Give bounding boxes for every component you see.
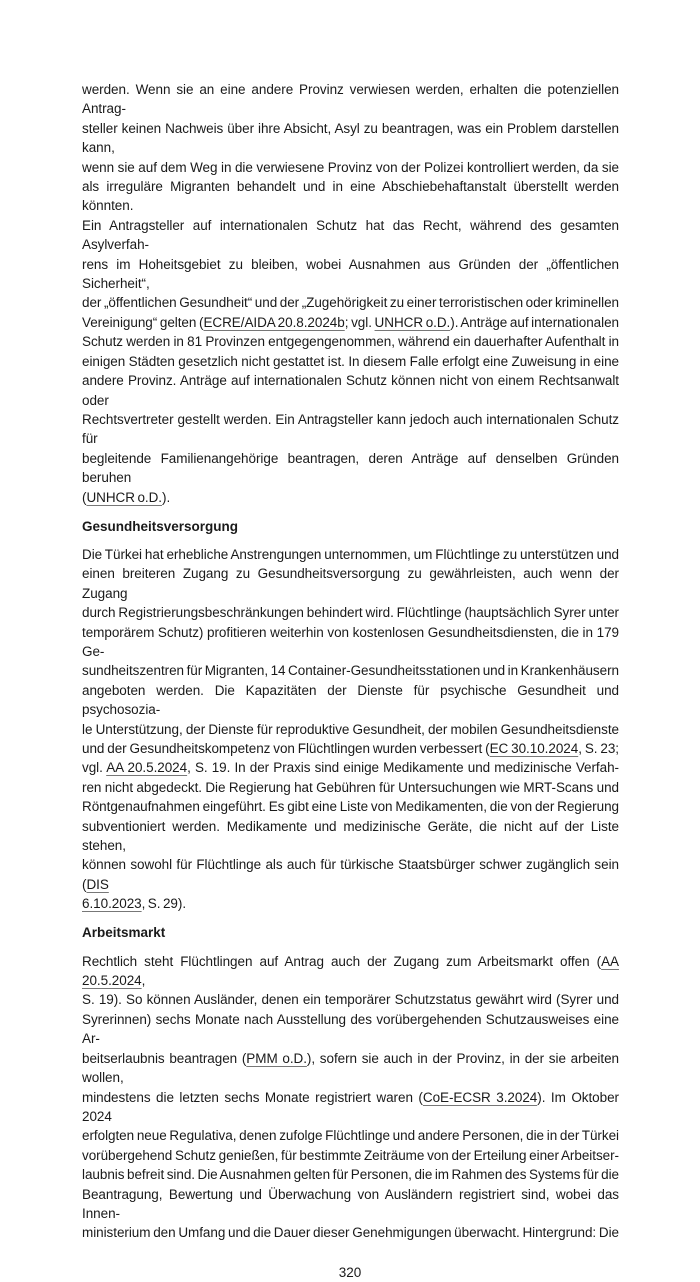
text-line <box>82 778 619 797</box>
citation-link[interactable]: PMM o.D. <box>246 1050 307 1066</box>
text-segment: andere Provinz. Anträge auf internationalen Schutz können nicht von einem Rechtsanwalt oder <box>82 373 619 408</box>
paragraph <box>82 952 619 1243</box>
text-line <box>82 564 619 603</box>
text-segment: temporärem Schutz) profitieren weiterhin von kostenlosen Gesundheitsdiensten, die in 179 Ge- <box>82 624 619 659</box>
text-segment: Syrerinnen) sechs Monate nach Ausstellung des vorübergehenden Schutzausweises eine Ar- <box>82 1011 619 1047</box>
text-line <box>82 681 619 720</box>
paragraph <box>82 80 619 507</box>
text-segment: le Unterstützung, der Dienste für reproduktive Gesundheit, der mobilen Gesundheitsdienste <box>82 721 619 737</box>
text-segment: vorübergehend Schutz genießen, für bestimmte Zeiträume von der Erteilung einer Arbeitser- <box>82 1147 619 1163</box>
text-segment: sundheitszentren für Migranten, 14 Container-Gesundheitsstationen und in Krankenhäusern <box>82 663 619 679</box>
text-line <box>82 371 619 410</box>
text-line <box>82 119 619 158</box>
text-segment: Beantragung, Bewertung und Überwachung von Ausländern registriert sind, wobei das Innen- <box>82 1186 619 1221</box>
page-number: 320 <box>338 1265 362 1280</box>
text-line <box>82 313 619 332</box>
citation-link[interactable]: 6.10.2023 <box>82 896 142 912</box>
text-segment: ). <box>162 489 171 505</box>
section-heading: Arbeitsmarkt <box>82 925 166 941</box>
text-segment: ( <box>82 489 87 505</box>
text-segment: Vereinigung“ gelten ( <box>82 314 204 330</box>
text-segment: Rechtsvertreter gestellt werden. Ein Antragsteller kann jedoch auch internationalen Schutz für <box>82 411 619 447</box>
text-line <box>82 255 619 294</box>
text-segment: subventioniert werden. Medikamente und medizinische Geräte, die nicht auf der Liste stehen, <box>82 818 619 854</box>
text-segment: Die Türkei hat erhebliche Anstrengungen unternommen, um Flüchtlinge zu unterstützen und <box>82 546 619 562</box>
text-line <box>82 1049 619 1088</box>
text-segment: werden. Wenn sie an eine andere Provinz verwiesen werden, erhalten die potenziellen Antrag- <box>82 82 619 117</box>
text-segment: begleitende Familienangehörige beantragen, deren Anträge auf denselben Gründen beruhen <box>82 450 619 486</box>
text-line <box>82 623 619 662</box>
text-line <box>82 332 619 351</box>
text-segment: vgl. <box>82 760 107 776</box>
text-line <box>82 952 619 991</box>
text-segment: , S. 19. In der Praxis sind einige Medikamente und medizinische Verfah- <box>187 760 619 776</box>
text-line <box>82 1185 619 1224</box>
text-line <box>82 352 619 371</box>
text-line <box>82 293 619 312</box>
text-segment: S. 19). So können Ausländer, denen ein temporärer Schutzstatus gewährt wird (Syrer und <box>82 992 619 1008</box>
text-line <box>82 1223 619 1242</box>
text-line <box>82 1088 619 1127</box>
text-segment: ). Im Oktober 2024 <box>82 1089 619 1124</box>
text-line <box>82 80 619 119</box>
text-line <box>82 1126 619 1145</box>
citation-link[interactable]: EC 30.10.2024 <box>489 741 579 756</box>
text-line <box>82 758 619 777</box>
text-segment: durch Registrierungsbeschränkungen behindert wird. Flüchtlinge (hauptsächlich Syrer unter <box>82 605 619 621</box>
text-segment: können sowohl für Flüchtlinge als auch für türkische Staatsbürger schwer zugänglich sein ( <box>82 857 619 892</box>
text-segment: und der Gesundheitskompetenz von Flüchtlingen wurden verbessert ( <box>82 741 490 756</box>
citation-link[interactable]: ECRE/AIDA 20.8.2024b <box>203 314 345 330</box>
text-line <box>82 990 619 1009</box>
text-segment: steller keinen Nachweis über ihre Absicht, Asyl zu beantragen, was ein Problem darstellen kann, <box>82 120 619 156</box>
text-segment: Ein Antragsteller auf internationalen Schutz hat das Recht, während des gesamten Asylverfah- <box>82 217 619 253</box>
text-line <box>82 817 619 856</box>
text-segment: , S. 29). <box>141 896 187 912</box>
text-segment: angeboten werden. Die Kapazitäten der Dienste für psychische Gesundheit und psychosozia- <box>82 682 619 718</box>
paragraph <box>82 545 619 914</box>
text-segment: ministerium den Umfang und die Dauer dieser Genehmigungen überwacht. Hintergrund: Die <box>82 1225 619 1241</box>
text-segment: , <box>141 973 146 989</box>
text-segment: einen breiteren Zugang zu Gesundheitsversorgung zu gewährleisten, auch wenn der Zugang <box>82 566 619 601</box>
text-line <box>82 449 619 488</box>
citation-link[interactable]: DIS <box>86 876 109 892</box>
text-line <box>82 177 619 216</box>
text-segment: ), sofern sie auch in der Provinz, in der sie arbeiten wollen, <box>82 1050 620 1086</box>
text-segment: als irreguläre Migranten behandelt und in eine Abschiebehaftanstalt überstellt werden könnten. <box>82 179 619 214</box>
text-segment: Röntgenaufnahmen eingeführt. Es gibt eine Liste von Medikamenten, die von der Regierung <box>82 799 619 815</box>
text-line <box>82 1146 619 1165</box>
text-line <box>82 661 619 680</box>
text-segment: , S. 23; <box>578 741 619 756</box>
citation-link[interactable]: AA 20.5.2024 <box>82 953 619 989</box>
text-segment: ren nicht abgedeckt. Die Regierung hat Gebühren für Untersuchungen wie MRT-Scans und <box>82 779 619 795</box>
section-heading: Gesundheitsversorgung <box>82 518 239 534</box>
text-segment: ; vgl. <box>344 314 375 330</box>
text-segment: Schutz werden in 81 Provinzen entgegengenommen, während ein dauerhafter Aufenthalt in <box>82 334 619 350</box>
text-line <box>82 720 619 739</box>
document-body <box>82 80 619 1243</box>
text-segment: der „öffentlichen Gesundheit“ und der „Zugehörigkeit zu einer terroristischen oder kriminellen <box>82 295 619 311</box>
citation-link[interactable]: AA 20.5.2024 <box>106 760 188 776</box>
text-line <box>82 545 619 564</box>
text-segment: Rechtlich steht Flüchtlingen auf Antrag auch der Zugang zum Arbeitsmarkt offen ( <box>82 953 602 969</box>
text-segment: erfolgten neue Regulativa, denen zufolge Flüchtlinge und andere Personen, die in der Türkei <box>82 1128 619 1144</box>
text-line <box>82 1165 619 1184</box>
text-line <box>82 410 619 449</box>
text-segment: ). Anträge auf internationalen <box>450 314 619 330</box>
text-line <box>82 603 619 622</box>
text-segment: laubnis befreit sind. Die Ausnahmen gelten für Personen, die im Rahmen des Systems für die <box>82 1167 619 1183</box>
text-line <box>82 894 619 913</box>
text-line <box>82 216 619 255</box>
text-segment: rens im Hoheitsgebiet zu bleiben, wobei Ausnahmen aus Gründen der „öffentlichen Sicherheit“, <box>82 256 619 292</box>
text-line <box>82 1010 619 1049</box>
text-line <box>82 797 619 816</box>
text-line <box>82 739 619 758</box>
text-line <box>82 488 619 507</box>
text-segment: beitserlaubnis beantragen ( <box>82 1050 247 1066</box>
text-segment: wenn sie auf dem Weg in die verwiesene Provinz von der Polizei kontrolliert werden, da sie <box>82 159 619 175</box>
citation-link[interactable]: UNHCR o.D. <box>86 489 163 505</box>
citation-link[interactable]: CoE-ECSR 3.2024 <box>422 1089 538 1105</box>
text-line <box>82 855 619 894</box>
text-segment: mindestens die letzten sechs Monate registriert waren ( <box>82 1089 423 1105</box>
text-line <box>82 158 619 177</box>
text-segment: einigen Städten gesetzlich nicht gestattet ist. In diesem Falle erfolgt eine Zuweisung in eine <box>82 353 619 369</box>
citation-link[interactable]: UNHCR o.D. <box>374 314 451 330</box>
